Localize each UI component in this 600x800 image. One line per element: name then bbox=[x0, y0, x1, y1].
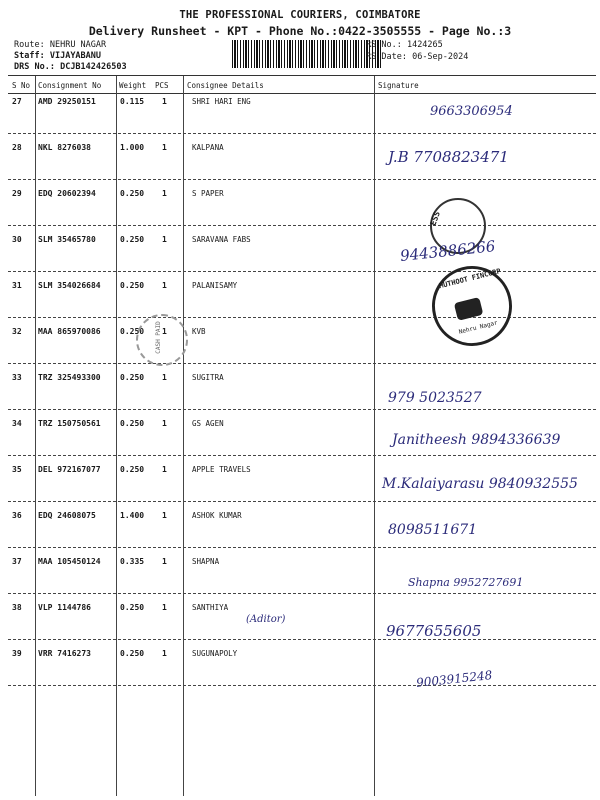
row-separator bbox=[8, 593, 596, 594]
drs-line bbox=[14, 62, 127, 72]
handwritten-phone: Janitheesh 9894336639 bbox=[392, 432, 561, 448]
cell-consignment: AMD 29250151 bbox=[38, 97, 96, 106]
cell-consignee: APPLE TRAVELS bbox=[192, 465, 251, 474]
cell-pcs: 1 bbox=[162, 511, 167, 520]
staff-label: Staff: bbox=[14, 51, 45, 61]
staff-line bbox=[14, 51, 101, 61]
rs-date-label: RS Date: bbox=[366, 52, 407, 62]
rs-date-line bbox=[366, 52, 468, 62]
col-consignee-header: Consignee Details bbox=[187, 81, 264, 90]
drs-value: DCJB142426503 bbox=[60, 62, 127, 72]
col-signature-header: Signature bbox=[378, 81, 419, 90]
rs-no-label: RS No.: bbox=[366, 40, 402, 50]
route-label: Route: bbox=[14, 40, 45, 50]
stamp-logo bbox=[454, 297, 484, 321]
cell-consignee: ASHOK KUMAR bbox=[192, 511, 242, 520]
col-pcs-header: PCS bbox=[155, 81, 169, 90]
handwritten-phone: 9663306954 bbox=[430, 104, 513, 119]
cell-pcs: 1 bbox=[162, 235, 167, 244]
cell-sno: 31 bbox=[12, 281, 22, 290]
row-separator bbox=[8, 639, 596, 640]
cell-pcs: 1 bbox=[162, 189, 167, 198]
col-sno-header: S No bbox=[12, 81, 31, 90]
col-divider bbox=[116, 76, 117, 796]
route-value: NEHRU NAGAR bbox=[49, 40, 107, 50]
cash-paid-text: CASH PAID bbox=[154, 321, 162, 354]
cell-weight: 0.250 bbox=[120, 603, 145, 612]
cell-weight: 0.250 bbox=[120, 189, 145, 198]
cell-consignee: SHAPNA bbox=[192, 557, 220, 566]
cell-consignment: EDQ 20602394 bbox=[38, 189, 96, 198]
cell-sno: 33 bbox=[12, 373, 22, 382]
handwritten-note: (Aditor) bbox=[246, 614, 286, 625]
cell-pcs: 1 bbox=[162, 419, 167, 428]
rs-no-line bbox=[366, 40, 443, 50]
handwritten-phone: 9677655605 bbox=[386, 622, 482, 640]
cell-consignment: TRZ 325493300 bbox=[38, 373, 101, 382]
runsheet-subtitle: Delivery Runsheet - KPT - Phone No.:0422-3505555 - Page No.:3 bbox=[88, 24, 512, 38]
cell-pcs: 1 bbox=[162, 603, 167, 612]
row-separator bbox=[8, 179, 596, 180]
row-separator bbox=[8, 501, 596, 502]
cell-consignment: MAA 865970086 bbox=[38, 327, 101, 336]
header-bottom-rule bbox=[8, 93, 596, 94]
cell-sno: 37 bbox=[12, 557, 22, 566]
barcode bbox=[232, 40, 382, 68]
col-divider bbox=[374, 76, 375, 796]
cell-consignment: EDQ 24608075 bbox=[38, 511, 96, 520]
handwritten-phone: Shapna 9952727691 bbox=[408, 576, 524, 589]
cell-weight: 0.250 bbox=[120, 327, 145, 336]
col-divider bbox=[183, 76, 184, 796]
cell-consignment: VLP 1144786 bbox=[38, 603, 91, 612]
cell-consignment: SLM 35465780 bbox=[38, 235, 96, 244]
cell-consignment: DEL 972167077 bbox=[38, 465, 101, 474]
handwritten-phone: 979 5023527 bbox=[388, 390, 482, 406]
cell-weight: 0.250 bbox=[120, 465, 145, 474]
cell-sno: 29 bbox=[12, 189, 22, 198]
cell-weight: 0.250 bbox=[120, 373, 145, 382]
handwritten-phone: J.B 7708823471 bbox=[388, 148, 509, 166]
cell-sno: 38 bbox=[12, 603, 22, 612]
cell-weight: 0.250 bbox=[120, 235, 145, 244]
row-separator bbox=[8, 225, 596, 226]
cash-paid-stamp bbox=[136, 314, 188, 366]
cell-sno: 34 bbox=[12, 419, 22, 428]
cell-sno: 32 bbox=[12, 327, 22, 336]
cell-weight: 0.250 bbox=[120, 419, 145, 428]
muthoot-stamp-text: MUTHOOT FINCORP bbox=[438, 267, 502, 291]
cell-weight: 0.250 bbox=[120, 281, 145, 290]
rs-date-value: 06-Sep-2024 bbox=[412, 52, 469, 62]
cell-consignee: KALPANA bbox=[192, 143, 224, 152]
cell-pcs: 1 bbox=[162, 281, 167, 290]
cell-consignment: VRR 7416273 bbox=[38, 649, 91, 658]
cell-sno: 28 bbox=[12, 143, 22, 152]
row-separator bbox=[8, 547, 596, 548]
staff-value: VIJAYABANU bbox=[49, 51, 102, 61]
cell-pcs: 1 bbox=[162, 649, 167, 658]
row-separator bbox=[8, 409, 596, 410]
cell-consignee: KVB bbox=[192, 327, 206, 336]
cell-consignee: S PAPER bbox=[192, 189, 224, 198]
row-separator bbox=[8, 133, 596, 134]
handwritten-phone: M.Kalaiyarasu 9840932555 bbox=[382, 476, 578, 492]
cell-sno: 35 bbox=[12, 465, 22, 474]
handwritten-phone: 8098511671 bbox=[388, 522, 478, 538]
cell-consignee: SARAVANA FABS bbox=[192, 235, 251, 244]
cell-consignee: SHRI HARI ENG bbox=[192, 97, 251, 106]
ess-stamp-text: ESS bbox=[428, 210, 442, 227]
handwritten-phone: 9443886266 bbox=[399, 237, 497, 265]
cell-sno: 36 bbox=[12, 511, 22, 520]
handwritten-phone: 9003915248 bbox=[415, 668, 493, 690]
cell-weight: 1.400 bbox=[120, 511, 145, 520]
col-consignment-header: Consignment No bbox=[38, 81, 102, 90]
cell-weight: 0.115 bbox=[120, 97, 145, 106]
row-separator bbox=[8, 363, 596, 364]
cell-consignee: SUGUNAPOLY bbox=[192, 649, 238, 658]
muthoot-stamp-sub: Nehru Nagar bbox=[458, 319, 499, 336]
drs-label: DRS No.: bbox=[14, 62, 55, 72]
cell-weight: 1.000 bbox=[120, 143, 145, 152]
cell-pcs: 1 bbox=[162, 143, 167, 152]
row-separator bbox=[8, 455, 596, 456]
cell-sno: 30 bbox=[12, 235, 22, 244]
col-divider bbox=[35, 76, 36, 796]
cell-consignment: SLM 354026684 bbox=[38, 281, 101, 290]
cell-consignment: MAA 105450124 bbox=[38, 557, 101, 566]
route-line bbox=[14, 40, 106, 50]
cell-consignee: SUGITRA bbox=[192, 373, 224, 382]
col-weight-header: Weight bbox=[119, 81, 147, 90]
rs-no-value: 1424265 bbox=[406, 40, 443, 50]
cell-consignment: TRZ 150750561 bbox=[38, 419, 101, 428]
muthoot-stamp bbox=[424, 258, 521, 355]
row-separator bbox=[8, 271, 596, 272]
cell-pcs: 1 bbox=[162, 327, 167, 336]
cell-weight: 0.335 bbox=[120, 557, 145, 566]
cell-sno: 27 bbox=[12, 97, 22, 106]
cell-consignee: SANTHIYA bbox=[192, 603, 229, 612]
cell-sno: 39 bbox=[12, 649, 22, 658]
row-separator bbox=[8, 685, 596, 686]
company-title: THE PROFESSIONAL COURIERS, COIMBATORE bbox=[179, 9, 421, 21]
cell-pcs: 1 bbox=[162, 465, 167, 474]
cell-pcs: 1 bbox=[162, 97, 167, 106]
cell-weight: 0.250 bbox=[120, 649, 145, 658]
cell-pcs: 1 bbox=[162, 373, 167, 382]
cell-pcs: 1 bbox=[162, 557, 167, 566]
table-top-rule bbox=[8, 75, 596, 76]
cell-consignment: NKL 8276038 bbox=[38, 143, 91, 152]
cell-consignee: GS AGEN bbox=[192, 419, 224, 428]
cell-consignee: PALANISAMY bbox=[192, 281, 238, 290]
